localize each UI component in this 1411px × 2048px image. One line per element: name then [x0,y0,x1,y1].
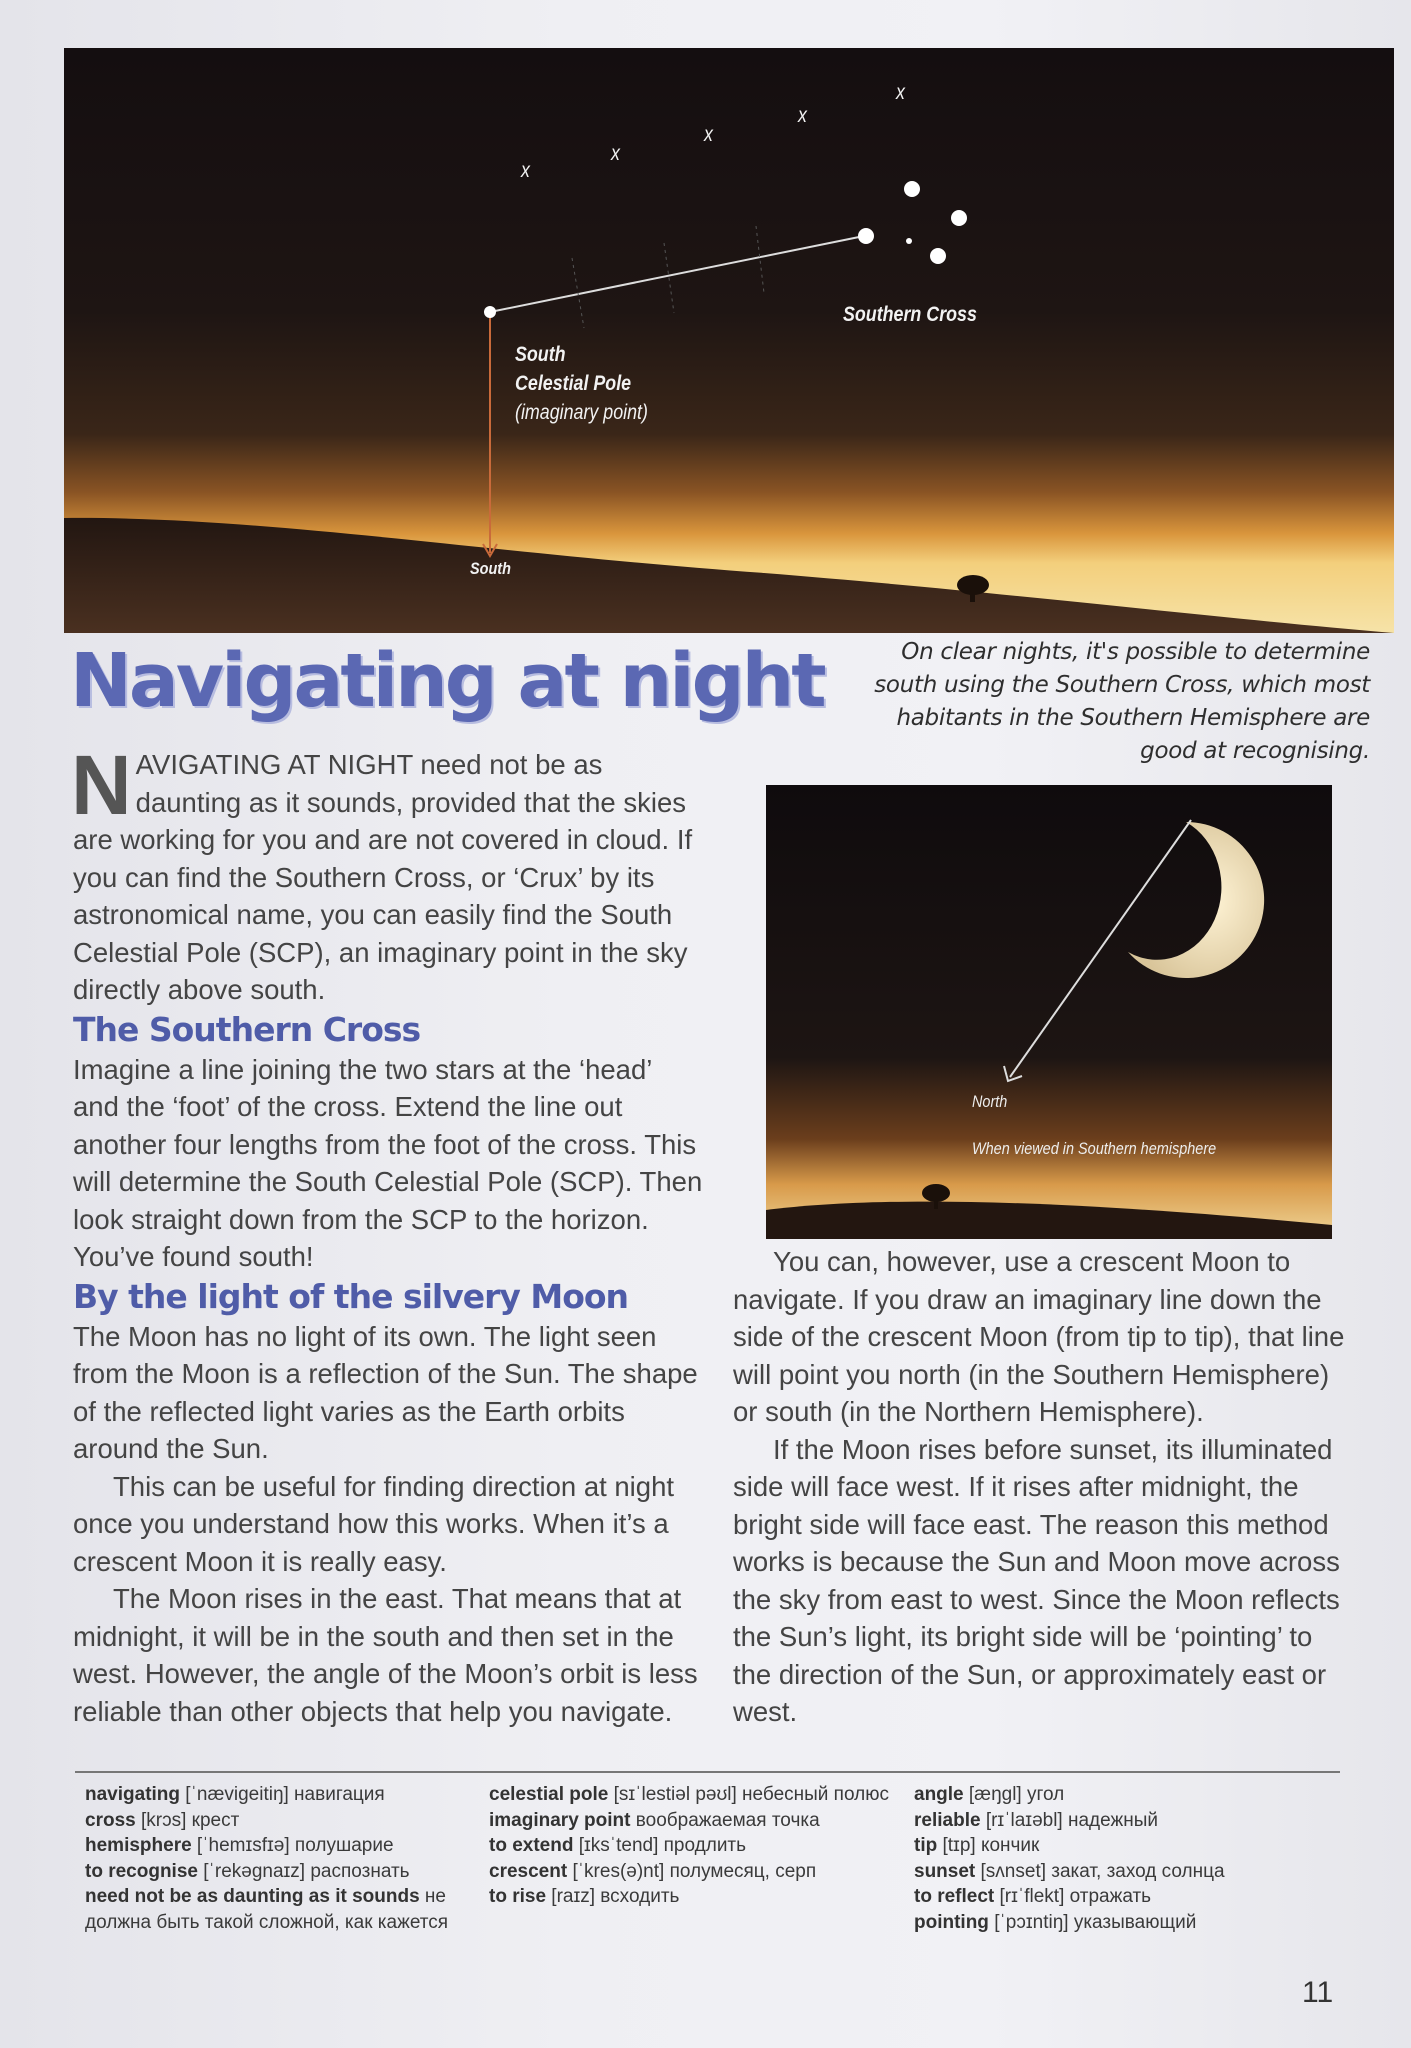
south-label: South [470,559,511,578]
intro-lead: AVIGATING AT NIGHT [135,749,413,780]
marker-x-3: x [704,123,713,146]
glossary-entry: cross [krɔs] крест [85,1809,240,1831]
glossary-entry: to recognise [ˈrekəgnaɪz] распознать [85,1860,410,1882]
marker-x-2: x [611,142,620,165]
marker-x-5: x [896,81,905,104]
right-paragraph-2: If the Moon rises before sunset, its illuminated side will face west. If it rises after midnight, the bright side will face east. The reason this method works is because the Sun and Moon move across the sky from east to west. Since the Moon reflects the Sun’s light, its bright side will be ‘pointing’ to the direction of the Sun, or approximately east or west. [733,1433,1340,1727]
southern-hemisphere-note: When viewed in Southern hemisphere [972,1139,1217,1158]
glossary-divider [75,1771,1340,1773]
glossary-entry: need not be as daunting as it sounds не должна быть такой сложной, как кажется [85,1886,449,1933]
moon-paragraph-3: The Moon rises in the east. That means that at midnight, it will be in the south and then set in the west. However, the angle of the Moon’s orbit is less reliable than other objects that help you navigate. [73,1583,698,1727]
intro-text: need not be as daunting as it sounds, provided that the skies are working for you and are not covered in cloud. If you can find the Southern Cross, or ‘Crux’ by its astronomical name, you can easily find the South Celestial Pole (SCP), an imaginary point in the sky directly above south. [73,749,693,1005]
glossary-column-1 [85,1782,480,1935]
southern-cross-label: Southern Cross [843,303,977,326]
glossary-entry: pointing [ˈpɔɪntiŋ] указывающий [914,1911,1197,1933]
glossary-entry: to reflect [rɪˈflekt] отражать [914,1886,1152,1907]
page-title: Navigating at night [70,638,824,724]
intro-paragraph [71,738,703,1009]
glossary-entry: imaginary point воображаемая точка [489,1809,820,1831]
left-column [71,738,703,1730]
marker-x-1: x [521,159,530,182]
glossary-entry: hemisphere [ˈhemɪsfɪə] полушарие [85,1835,394,1856]
glossary-entry: to extend [ɪksˈtend] продлить [489,1835,747,1856]
heading-southern-cross: The Southern Cross [73,1009,421,1049]
page-number: 11 [1302,1976,1334,2009]
glossary-column-3 [914,1782,1334,1935]
glossary-entry: navigating [ˈnævigeitiŋ] навигация [85,1784,385,1805]
south-celestial-pole-label: South Celestial Pole (imaginary point) [515,343,648,424]
southern-cross-photo [64,48,1394,633]
marker-x-4: x [798,104,807,127]
glossary-entry: sunset [sʌnset] закат, заход солнца [914,1860,1225,1882]
glossary-entry: celestial pole [sɪˈlestiəl pəʊl] небесный полюс [489,1784,889,1805]
glossary-entry: crescent [ˈkres(ə)nt] полумесяц, серп [489,1860,817,1882]
glossary-entry: angle [æŋgl] угол [914,1784,1065,1805]
moon-paragraph-2: This can be useful for finding direction at night once you understand how this works. When it’s a crescent Moon it is really easy. [73,1470,675,1577]
southern-cross-paragraph: Imagine a line joining the two stars at the ‘head’ and the ‘foot’ of the cross. Extend the line out another four lengths from the foot of the cross. This will determine the South Celestial Pole (SCP). Then look straight down from the SCP to the horizon. You’ve found south! [73,1053,703,1272]
moon-paragraph-1: The Moon has no light of its own. The light seen from the Moon is a reflection of the Sun. The shape of the reflected light varies as the Earth orbits around the Sun. [73,1320,698,1464]
photo-caption: On clear nights, it's possible to determine south using the Southern Cross, which most habitants in the Southern Hemisphere are good at recognising. [874,639,1370,764]
crescent-moon-photo [766,785,1332,1239]
right-column [733,1243,1353,1731]
glossary-entry: to rise [raɪz] всходить [489,1886,680,1907]
glossary-entry: reliable [rɪˈlaɪəbl] надежный [914,1809,1158,1831]
crescent-moon-illustration [766,785,1332,1239]
north-label: North [972,1092,1008,1111]
glossary-column-2 [489,1782,909,1910]
glossary-entry: tip [tɪp] кончик [914,1835,1040,1856]
right-paragraph-1: You can, however, use a crescent Moon to navigate. If you draw an imaginary line down the side of the crescent Moon (from tip to tip), that line will point you north (in the Southern Hemisphere) or south (in the Northern Hemisphere). [733,1246,1345,1427]
drop-cap: N [71,738,132,832]
night-sky-illustration [64,48,1394,633]
heading-silvery-moon: By the light of the silvery Moon [73,1276,629,1316]
